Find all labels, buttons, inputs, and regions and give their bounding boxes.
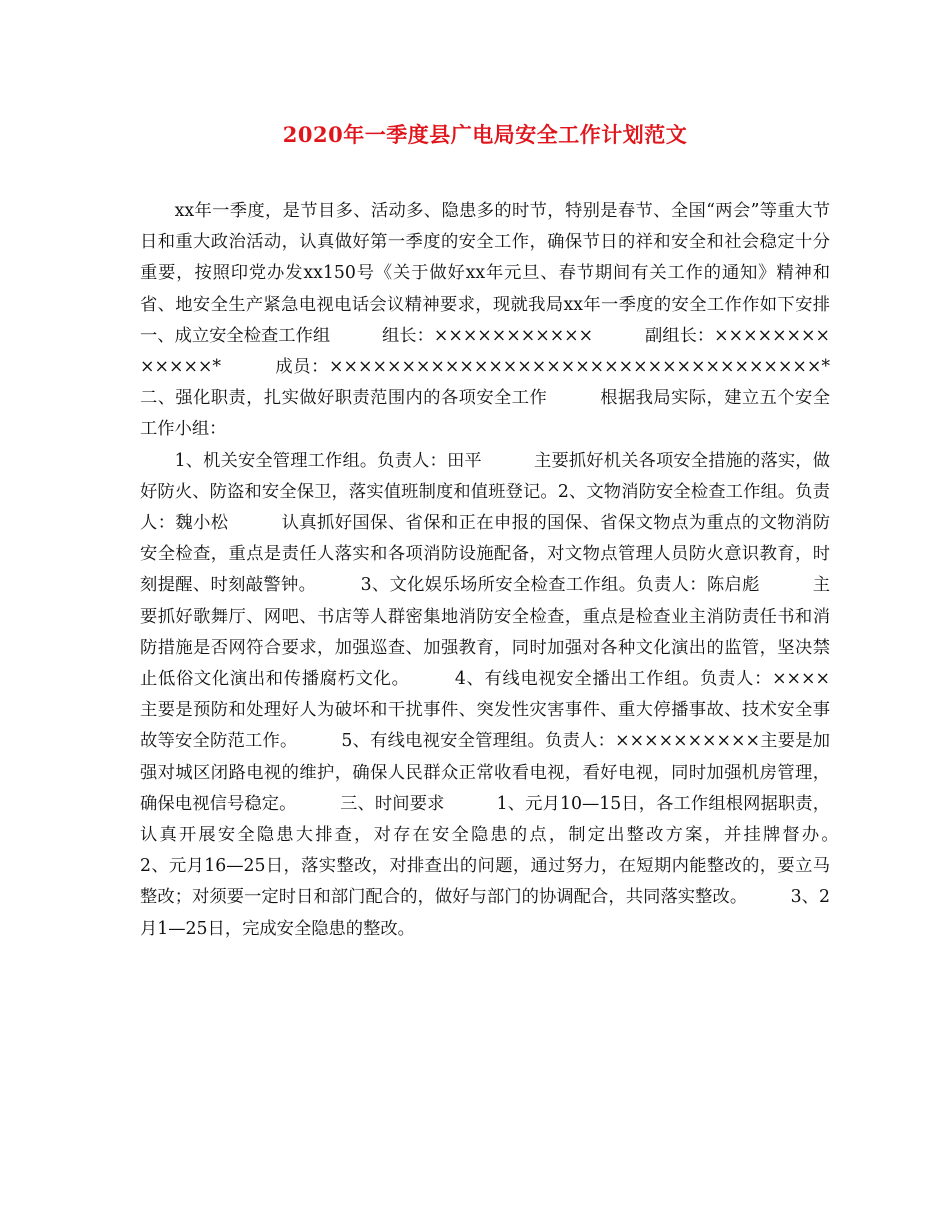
document-page: [140, 118, 882, 945]
paragraph-working-groups: 1、机关安全管理工作组。负责人：田平 主要抓好机关各项安全措施的落实，做好防火、防盗和安全保卫，落实值班制度和值班登记。2、文物消防安全检查工作组。负责人：魏小松 认真抓好国保、省保和正在申报的国保、省保文物点为重点的文物消防安全检查，重点是责任人落实和各项消防设施配备，对文物点管理人员防火意识教育，时刻提醒、时刻敲警钟。 3、文化娱乐场所安全检查工作组。负责人：陈启彪 主要抓好歌舞厅、网吧、书店等人群密集地消防安全检查，重点是检查业主消防责任书和消防措施是否网符合要求，加强巡查、加强教育，同时加强对各种文化演出的监管，坚决禁止低俗文化演出和传播腐朽文化。 4、有线电视安全播出工作组。负责人：×××× 主要是预防和处理好人为破坏和干扰事件、突发性灾害事件、重大停播事故、技术安全事故等安全防范工作。 5、有线电视安全管理组。负责人：××××××××××主要是加强对城区闭路电视的维护，确保人民群众正常收看电视，看好电视，同时加强机房管理，确保电视信号稳定。 三、时间要求 1、元月10—15日，各工作组根网据职责，认真开展安全隐患大排查，对存在安全隐患的点，制定出整改方案，并挂牌督办。 2、元月16—25日，落实整改，对排查出的问题，通过努力，在短期内能整改的，要立马整改；对须要一定时日和部门配合的，做好与部门的协调配合，共同落实整改。 3、2月1—25日，完成安全隐患的整改。: [140, 450, 882, 939]
paragraph-intro: xx年一季度，是节目多、活动多、隐患多的时节，特别是春节、全国“两会”等重大节日和重大政治活动，认真做好第一季度的安全工作，确保节日的祥和安全和社会稳定十分重要，按照印党办发xx150号《关于做好xx年元旦、春节期间有关工作的通知》精神和省、地安全生产紧急电视电话会议精神要求，现就我局xx年一季度的安全工作作如下安排 一、成立安全检查工作组 组长：××××××××××× 副组长：×××××××××××××* 成员：××××××××××××××××××××××××××××××××××* 二、强化职责，扎实做好职责范围内的各项安全工作 根据我局实际，建立五个安全工作小组：: [140, 201, 882, 440]
document-title: 2020年一季度县广电局安全工作计划范文: [282, 122, 688, 147]
